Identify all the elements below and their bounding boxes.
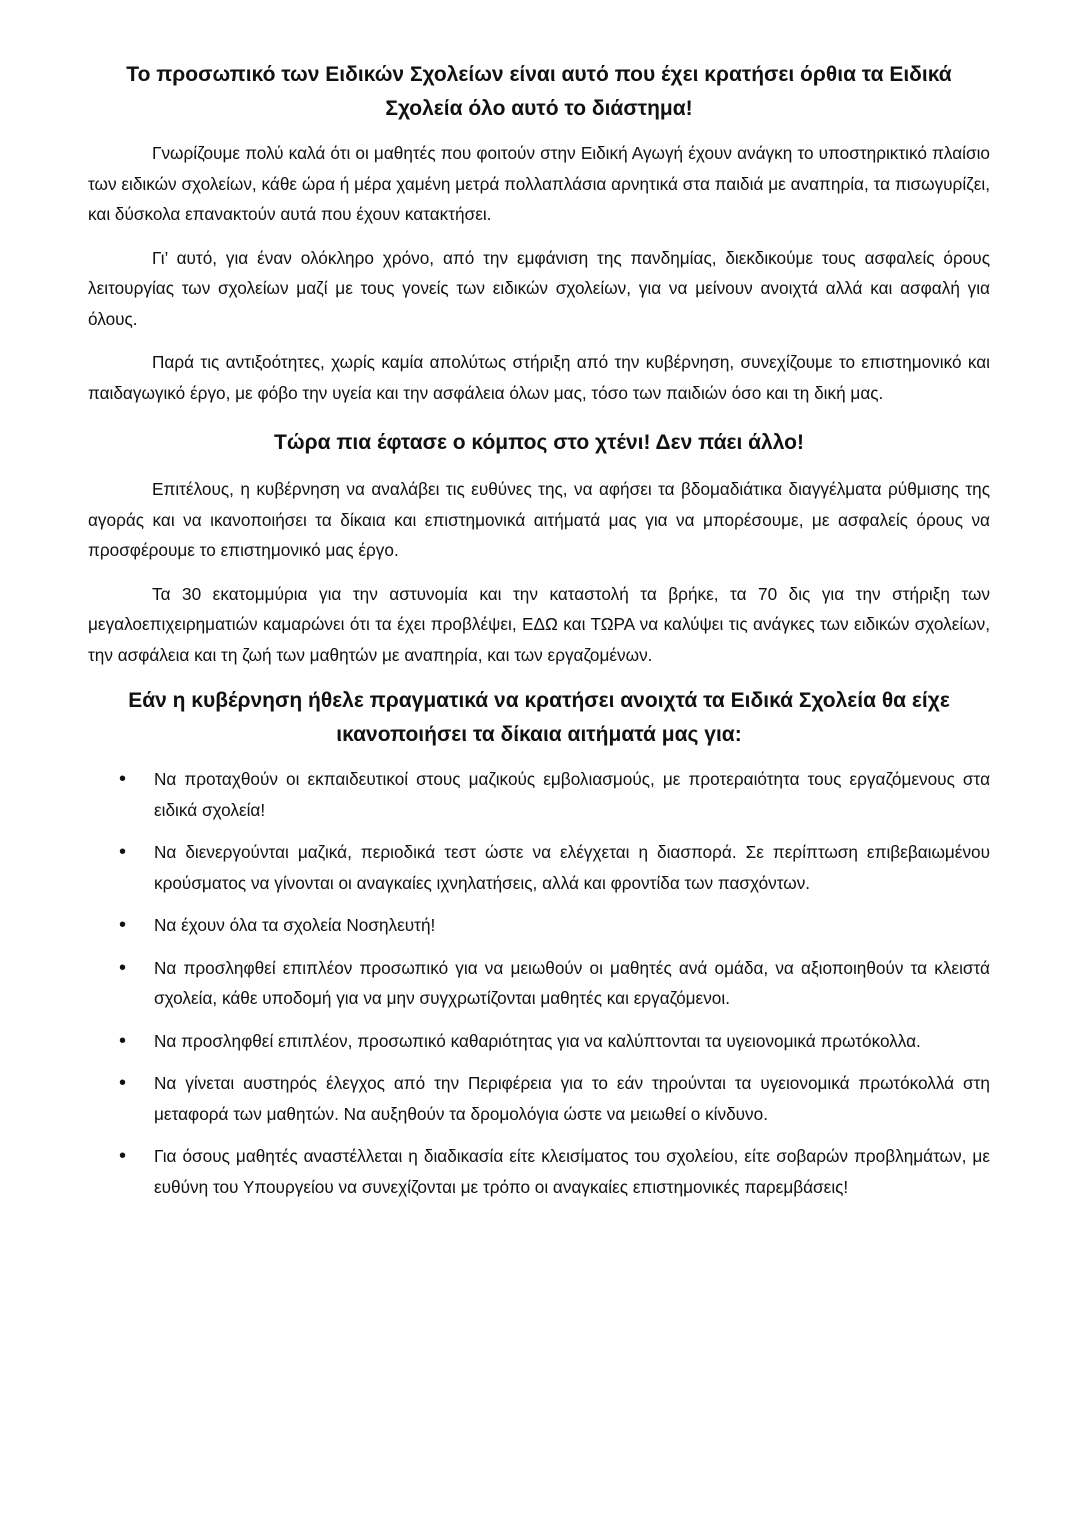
intro-paragraph-3: Παρά τις αντιξοότητες, χωρίς καμία απολύτως στήριξη από την κυβέρνηση, συνεχίζουμε το επιστημονικό και παιδαγωγικό έργο, με φόβο την υγεία και την ασφάλεια όλων μας, τόσο των παιδιών όσο και τη δική μας. (88, 352, 990, 403)
bullet-icon: • (119, 841, 127, 863)
list-item (88, 1026, 990, 1057)
demand-text: Να γίνεται αυστηρός έλεγχος από την Περιφέρεια για το εάν τηρούνται τα υγειονομικά πρωτόκολλά στη μεταφορά των μαθητών. Να αυξηθούν τα δρομολόγια ώστε να μειωθεί ο κίνδυνο. (154, 1073, 990, 1124)
document-title: Το προσωπικό των Ειδικών Σχολείων είναι αυτό που έχει κρατήσει όρθια τα Ειδικά Σχολεία όλο αυτό το διάστημα! (126, 63, 952, 120)
demand-text: Να προσληφθεί επιπλέον προσωπικό για να μειωθούν οι μαθητές ανά ομάδα, να αξιοποιηθούν τα κλειστά σχολεία, κάθε υποδομή για να μην συγχρωτίζονται μαθητές και εργαζόμενοι. (154, 957, 990, 1008)
demand-text: Να διενεργούνται μαζικά, περιοδικά τεστ ώστε να ελέγχεται η διασπορά. Σε περίπτωση επιβεβαιωμένου κρούσματος να γίνονται οι αναγκαίες ιχνηλατήσεις, αλλά και φροντίδα των πασχόντων. (154, 842, 990, 893)
bullet-icon: • (119, 956, 127, 979)
list-item (88, 1141, 990, 1202)
list-item (88, 953, 990, 1014)
bullet-icon: • (119, 1029, 127, 1052)
middle-paragraph-2: Τα 30 εκατομμύρια για την αστυνομία και την καταστολή τα βρήκε, τα 70 δις για την στήριξη των μεγαλοεπιχειρηματιών καμαρώνει ότι τα έχει προβλέψει, ΕΔΩ και ΤΩΡΑ να καλύψει τις ανάγκες των ειδικών σχολείων, την ασφάλεια και τη ζωή των μαθητών με αναπηρία, και των εργαζομένων. (88, 583, 990, 665)
intro-paragraph-1: Γνωρίζουμε πολύ καλά ότι οι μαθητές που φοιτούν στην Ειδική Αγωγή έχουν ανάγκη το υποστηρικτικό πλαίσιο των ειδικών σχολείων, κάθε ώρα ή μέρα χαμένη μετρά πολλαπλάσια αρνητικά στα παιδιά με αναπηρία, τα πισωγυρίζει, και δύσκολα επανακτούν αυτά που έχουν κατακτήσει. (88, 143, 990, 224)
list-item (88, 1068, 990, 1129)
demand-text: Να έχουν όλα τα σχολεία Νοσηλευτή! (154, 915, 436, 935)
list-item (88, 764, 990, 825)
list-item (88, 910, 990, 941)
demand-text: Να προσληφθεί επιπλέον, προσωπικό καθαριότητας για να καλύπτονται τα υγειονομικά πρωτόκολλα. (154, 1030, 921, 1051)
bullet-icon: • (119, 914, 127, 936)
bullet-icon: • (119, 1072, 127, 1094)
section-heading-demands: Εάν η κυβέρνηση ήθελε πραγματικά να κρατήσει ανοιχτά τα Ειδικά Σχολεία θα είχε ικανοποιήσει τα δίκαια αιτήματά μας για: (128, 689, 950, 746)
demand-text: Για όσους μαθητές αναστέλλεται η διαδικασία είτε κλεισίματος του σχολείου, είτε σοβαρών προβλημάτων, με ευθύνη του Υπουργείου να συνεχίζονται με τρόπο οι αναγκαίες επιστημονικές παρεμβάσεις! (154, 1146, 990, 1197)
list-item (88, 837, 990, 898)
bullet-icon: • (119, 1145, 127, 1167)
middle-paragraph-1: Επιτέλους, η κυβέρνηση να αναλάβει τις ευθύνες της, να αφήσει τα βδομαδιάτικα διαγγέλματα ρύθμισης της αγοράς και να ικανοποιήσει τα δίκαια και επιστημονικά αιτήματά μας για να μπορέσουμε, με ασφαλείς όρους να προσφέρουμε το επιστημονικό μας έργο. (88, 479, 990, 560)
demand-text: Να προταχθούν οι εκπαιδευτικοί στους μαζικούς εμβολιασμούς, με προτεραιότητα τους εργαζόμενους στα ειδικά σχολεία! (154, 769, 990, 820)
intro-paragraph-2: Γι’ αυτό, για έναν ολόκληρο χρόνο, από την εμφάνιση της πανδημίας, διεκδικούμε τους ασφαλείς όρους λειτουργίας των σχολείων μαζί με τους γονείς των ειδικών σχολείων, για να μείνουν ανοιχτά αλλά και ασφαλή για όλους. (88, 247, 990, 329)
demands-list (88, 764, 990, 1202)
section-heading-enough: Τώρα πια έφτασε ο κόμπος στο χτένι! Δεν πάει άλλο! (274, 431, 804, 454)
bullet-icon: • (119, 768, 127, 790)
